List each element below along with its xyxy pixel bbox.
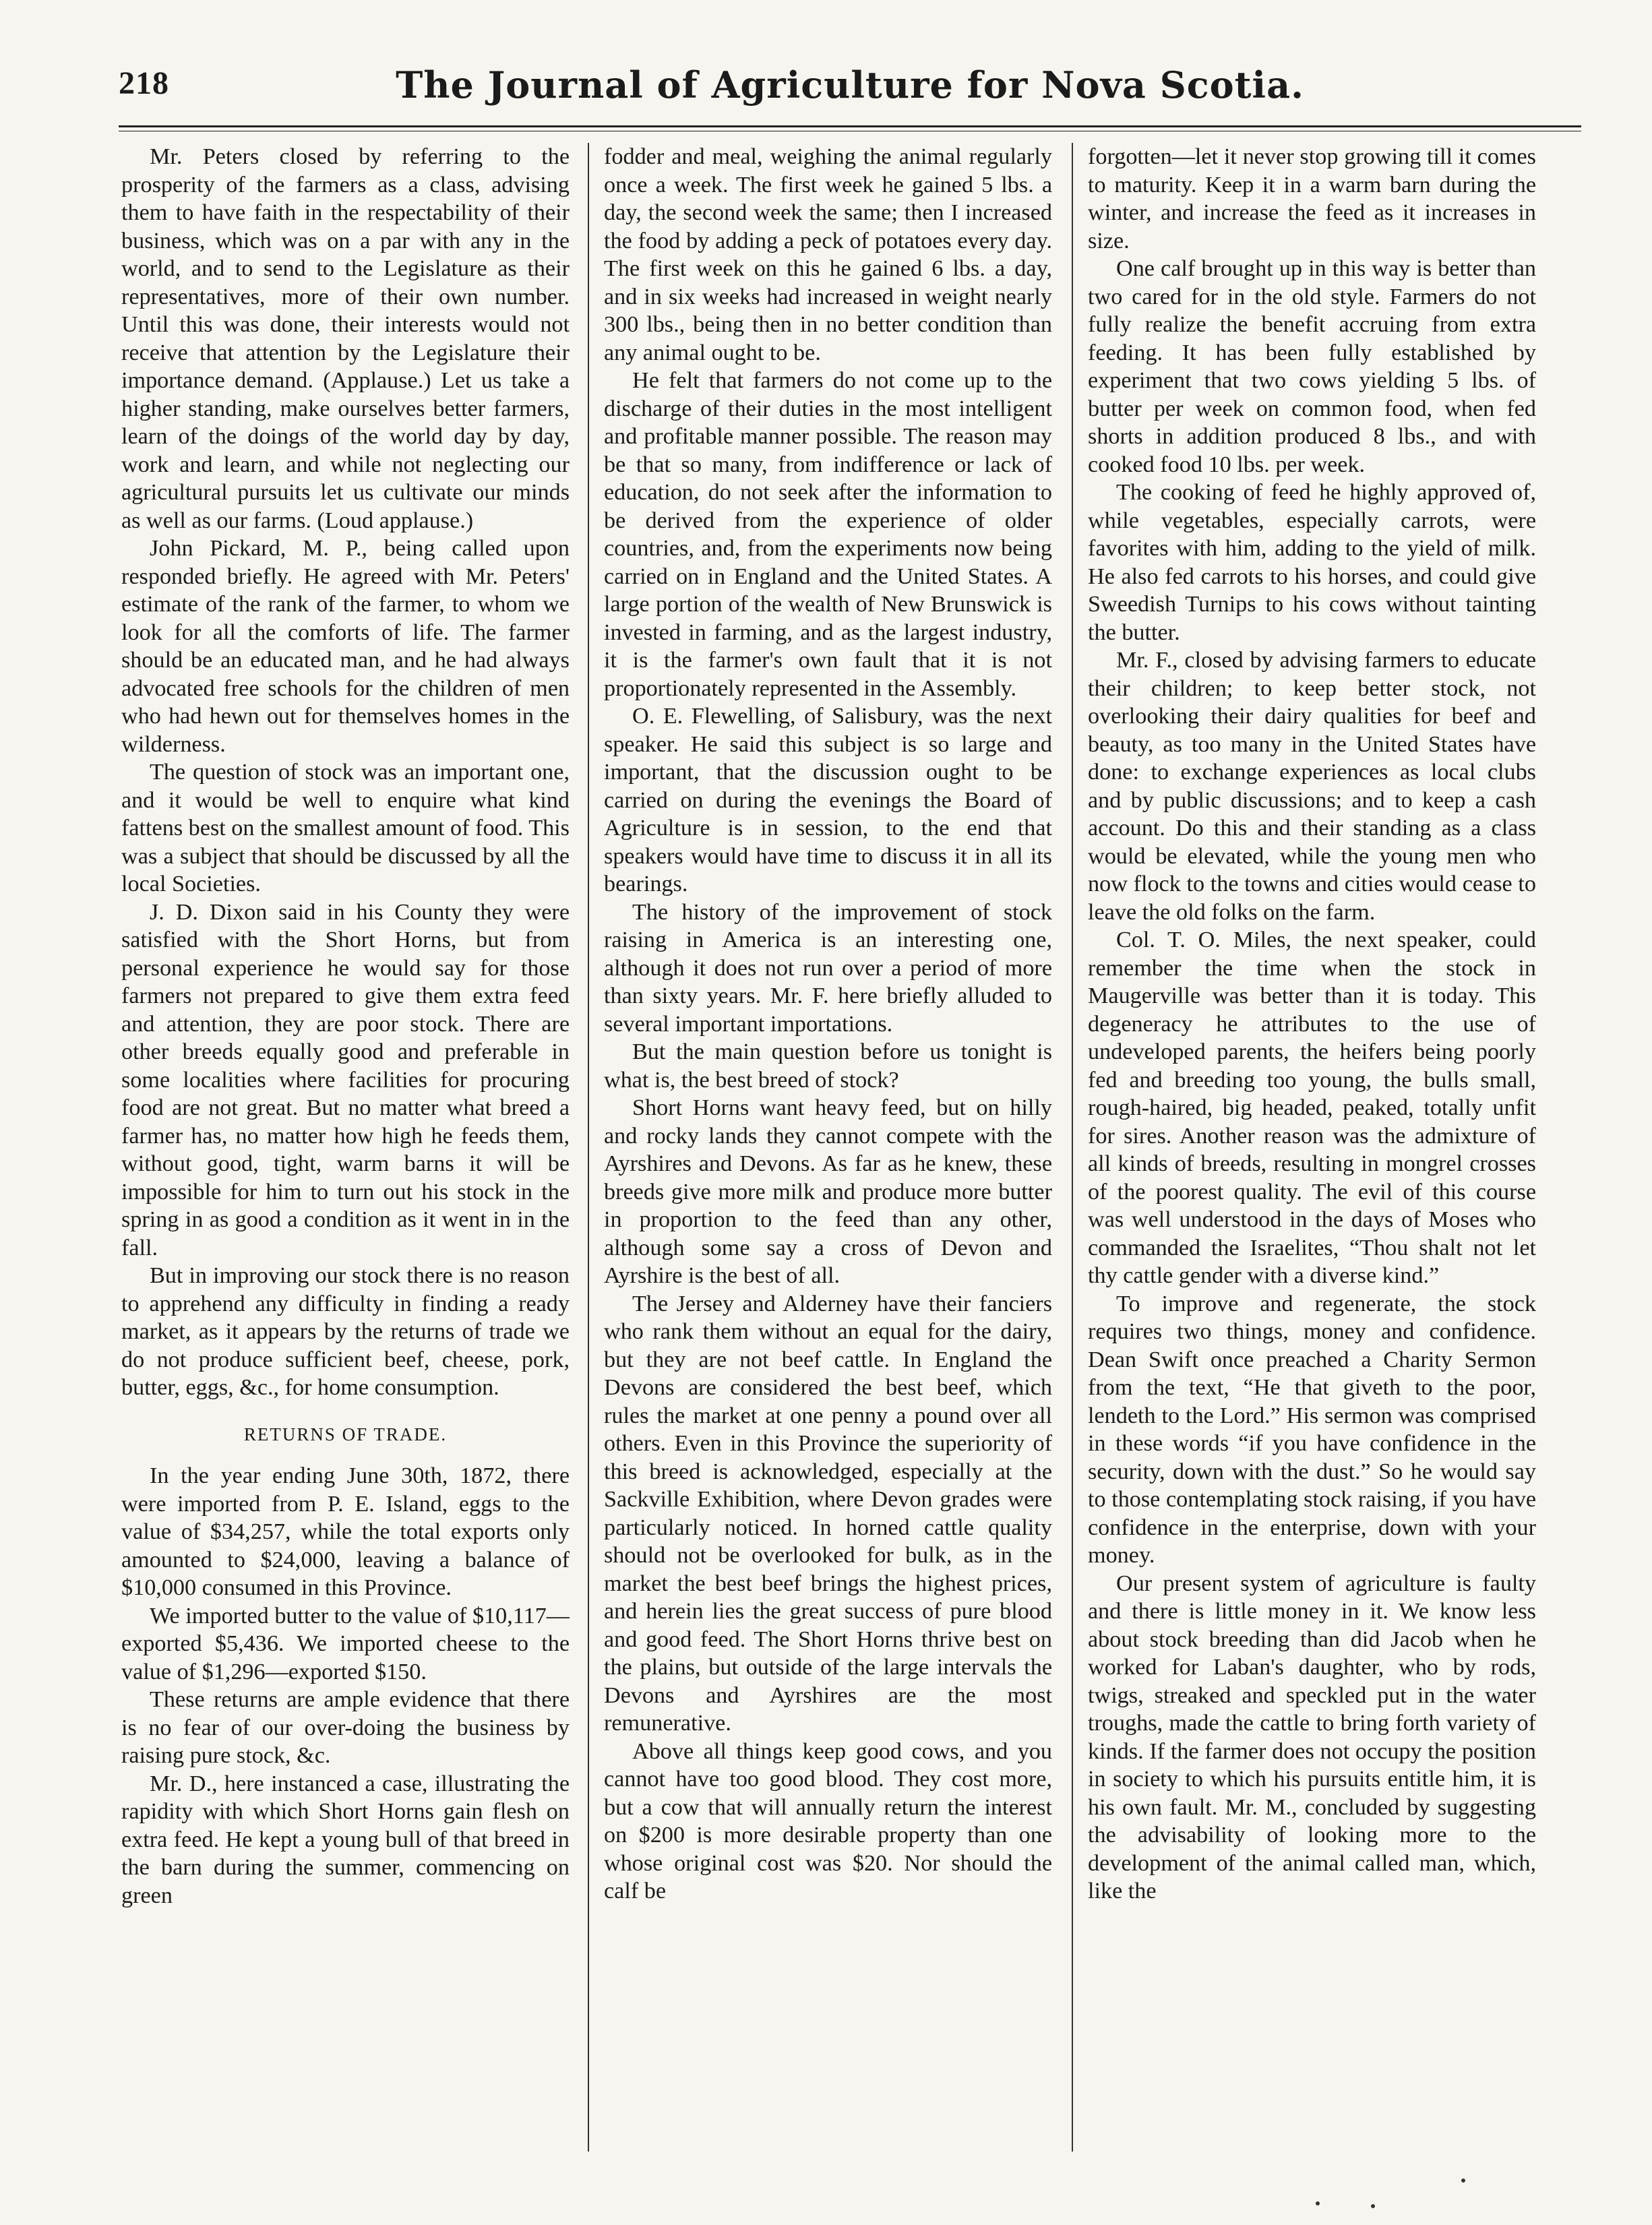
ink-speck: [1461, 2178, 1465, 2183]
paragraph: Above all things keep good cows, and you cannot have too good blood. They cost more, but a cow that will annually return the interest on $200 is more desirable property than one whose original cost was $20. Nor should the calf be: [604, 1738, 1052, 1903]
paragraph: These returns are ample evidence that there is no fear of our over-doing the business by raising pure stock, &c.: [121, 1687, 570, 1768]
paragraph: The question of stock was an important one, and it would be well to enquire what kind fattens best on the smallest amount of food. This was a subject that should be discussed by all the local Societies.: [121, 760, 570, 896]
paragraph: Mr. Peters closed by referring to the prosperity of the farmers as a class, advising them to have faith in the respectability of their business, which was on a par with any in the world, and to send to the Legislature as their representatives, more of their own number. Until this was done, their interests would not receive that attention by the Legislature their importance demand. (Applause.) Let us take a higher standing, make ourselves better farmers, learn of the doings of the world day by day, work and learn, and while not neglecting our agricultural pursuits let us cultivate our minds as well as our farms. (Loud applause.): [121, 144, 570, 533]
paragraph: Mr. D., here instanced a case, illustrating the rapidity with which Short Horns gain flesh on extra feed. He kept a young bull of that breed in the barn during the summer, commencing on green: [121, 1771, 570, 1908]
ink-speck: [1316, 2201, 1320, 2205]
paragraph: fodder and meal, weighing the animal regularly once a week. The first week he gained 5 lbs. a day, the second week the same; then I increased the food by adding a peck of potatoes every day. The first week on this he gained 6 lbs. a day, and in six weeks had increased in weight nearly 300 lbs., being then in no better condition than any animal ought to be.: [604, 144, 1052, 365]
text-column-2: [604, 143, 1052, 2165]
ink-speck: [1371, 2204, 1375, 2208]
page-header: [119, 58, 1581, 119]
header-rule: [119, 125, 1581, 127]
paragraph: We imported butter to the value of $10,117—exported $5,436. We imported cheese to the value of $1,296—exported $150.: [121, 1603, 570, 1684]
paragraph: The history of the improvement of stock raising in America is an interesting one, although it does not run over a period of more than sixty years. Mr. F. here briefly alluded to several important importations.: [604, 899, 1052, 1037]
section-heading: RETURNS OF TRADE.: [243, 1424, 448, 1444]
column-divider: [588, 143, 589, 2152]
paragraph: Short Horns want heavy feed, but on hilly and rocky lands they cannot compete with the Ayrshires and Devons. As far as he knew, these breeds give more milk and produce more butter in proportion to the feed than any other, although some say a cross of Devon and Ayrshire is the best of all.: [604, 1095, 1052, 1288]
paragraph: J. D. Dixon said in his County they were satisfied with the Short Horns, but from personal experience he would say for those farmers not prepared to give them extra feed and attention, they are poor stock. There are other breeds equally good and preferable in some localities where facilities for procuring food are not great. But no matter what breed a farmer has, no matter how high he feeds them, without good, tight, warm barns it will be impossible for him to turn out his stock in the spring in as good a condition as it went in in the fall.: [121, 899, 570, 1260]
text-column-3: [1088, 143, 1536, 2165]
paragraph: Our present system of agriculture is faulty and there is little money in it. We know less about stock breeding than did Jacob when he worked for Laban's daughter, who by rods, twigs, streaked and speckled put in the water troughs, made the cattle to bring forth variety of kinds. If the farmer does not occupy the position in society to which his pursuits entitle him, it is his own fault. Mr. M., concluded by suggesting the advisability of looking more to the development of the animal called man, which, like the: [1088, 1571, 1536, 1903]
paragraph: The Jersey and Alderney have their fanciers who rank them without an equal for the dairy, but they are not beef cattle. In England the Devons are considered the best beef, which rules the market at one penny a pound over all others. Even in this Province the superiority of this breed is acknowledged, especially at the Sackville Exhibition, where Devon grades were particularly noticed. In horned cattle quality should not be overlooked for bulk, as in the market the best beef brings the highest prices, and herein lies the great success of pure blood and good feed. The Short Horns thrive best on the plains, but outside of the large intervals the Devons and Ayrshires are the most remunerative.: [604, 1291, 1052, 1736]
paragraph: O. E. Flewelling, of Salisbury, was the next speaker. He said this subject is so large and important, that the discussion ought to be carried on during the evenings the Board of Agriculture is in session, to the end that speakers would have time to discuss it in all its bearings.: [604, 704, 1052, 896]
paragraph: forgotten—let it never stop growing till it comes to maturity. Keep it in a warm barn during the winter, and increase the feed as it increases in size.: [1088, 144, 1536, 253]
paragraph: But the main question before us tonight is what is, the best breed of stock?: [604, 1039, 1052, 1093]
running-title: The Journal of Agriculture for Nova Scotia.: [396, 63, 1304, 106]
paragraph: One calf brought up in this way is better than two cared for in the old style. Farmers do not fully realize the benefit accruing from extra feeding. It has been fully established by experiment that two cows yielding 5 lbs. of butter per week on common food, when fed shorts in addition produced 8 lbs., and with cooked food 10 lbs. per week.: [1088, 256, 1536, 477]
paragraph: He felt that farmers do not come up to the discharge of their duties in the most intelligent and profitable manner possible. The reason may be that so many, from indifference or lack of education, do not seek after the information to be derived from the experience of older countries, and, from the experiments now being carried on in England and the United States. A large portion of the wealth of New Brunswick is invested in farming, and as the largest industry, it is the farmer's own fault that it is not proportionately represented in the Assembly.: [604, 368, 1052, 701]
paragraph: In the year ending June 30th, 1872, there were imported from P. E. Island, eggs to the value of $34,257, while the total exports only amounted to $24,000, leaving a balance of $10,000 consumed in this Province.: [121, 1463, 570, 1600]
text-column-1: [121, 143, 570, 2165]
paragraph: The cooking of feed he highly approved of, while vegetables, especially carrots, were favorites with him, adding to the yield of milk. He also fed carrots to his horses, and could give Sweedish Turnips to his cows without tainting the butter.: [1088, 480, 1536, 645]
paragraph: To improve and regenerate, the stock requires two things, money and confidence. Dean Swift once preached a Charity Sermon from the text, “He that giveth to the poor, lendeth to the Lord.” His sermon was comprised in these words “if you have confidence in the security, down with the dust.” So he would say to those contemplating stock raising, if you have confidence in the enterprise, down with your money.: [1088, 1291, 1536, 1568]
paragraph: Col. T. O. Miles, the next speaker, could remember the time when the stock in Maugerville was better than it is today. This degeneracy he attributes to the use of undeveloped parents, the heifers being poorly fed and breeding too young, the bulls small, rough-haired, big headed, peaked, totally unfit for sires. Another reason was the admixture of all kinds of breeds, resulting in mongrel crosses of the poorest quality. The evil of this course was well understood in the days of Moses who commanded the Israelites, “Thou shalt not let thy cattle gender with a diverse kind.”: [1088, 927, 1536, 1288]
paragraph: Mr. F., closed by advising farmers to educate their children; to keep better stock, not overlooking their dairy qualities for beef and beauty, as too many in the United States have done: to exchange experiences as local clubs and by public discussions; and to keep a cash account. Do this and their standing as a class would be elevated, while the young men who now flock to the towns and cities would cease to leave the old folks on the farm.: [1088, 648, 1536, 925]
column-divider: [1072, 143, 1073, 2152]
paragraph: But in improving our stock there is no reason to apprehend any difficulty in finding a ready market, as it appears by the returns of trade we do not produce sufficient beef, cheese, pork, butter, eggs, &c., for home consumption.: [121, 1263, 570, 1400]
paragraph: John Pickard, M. P., being called upon responded briefly. He agreed with Mr. Peters' estimate of the rank of the farmer, to whom we look for all the comforts of life. The farmer should be an educated man, and he had always advocated free schools for the children of men who had hewn out for themselves homes in the wilderness.: [121, 536, 570, 757]
page-number: 218: [119, 65, 169, 101]
